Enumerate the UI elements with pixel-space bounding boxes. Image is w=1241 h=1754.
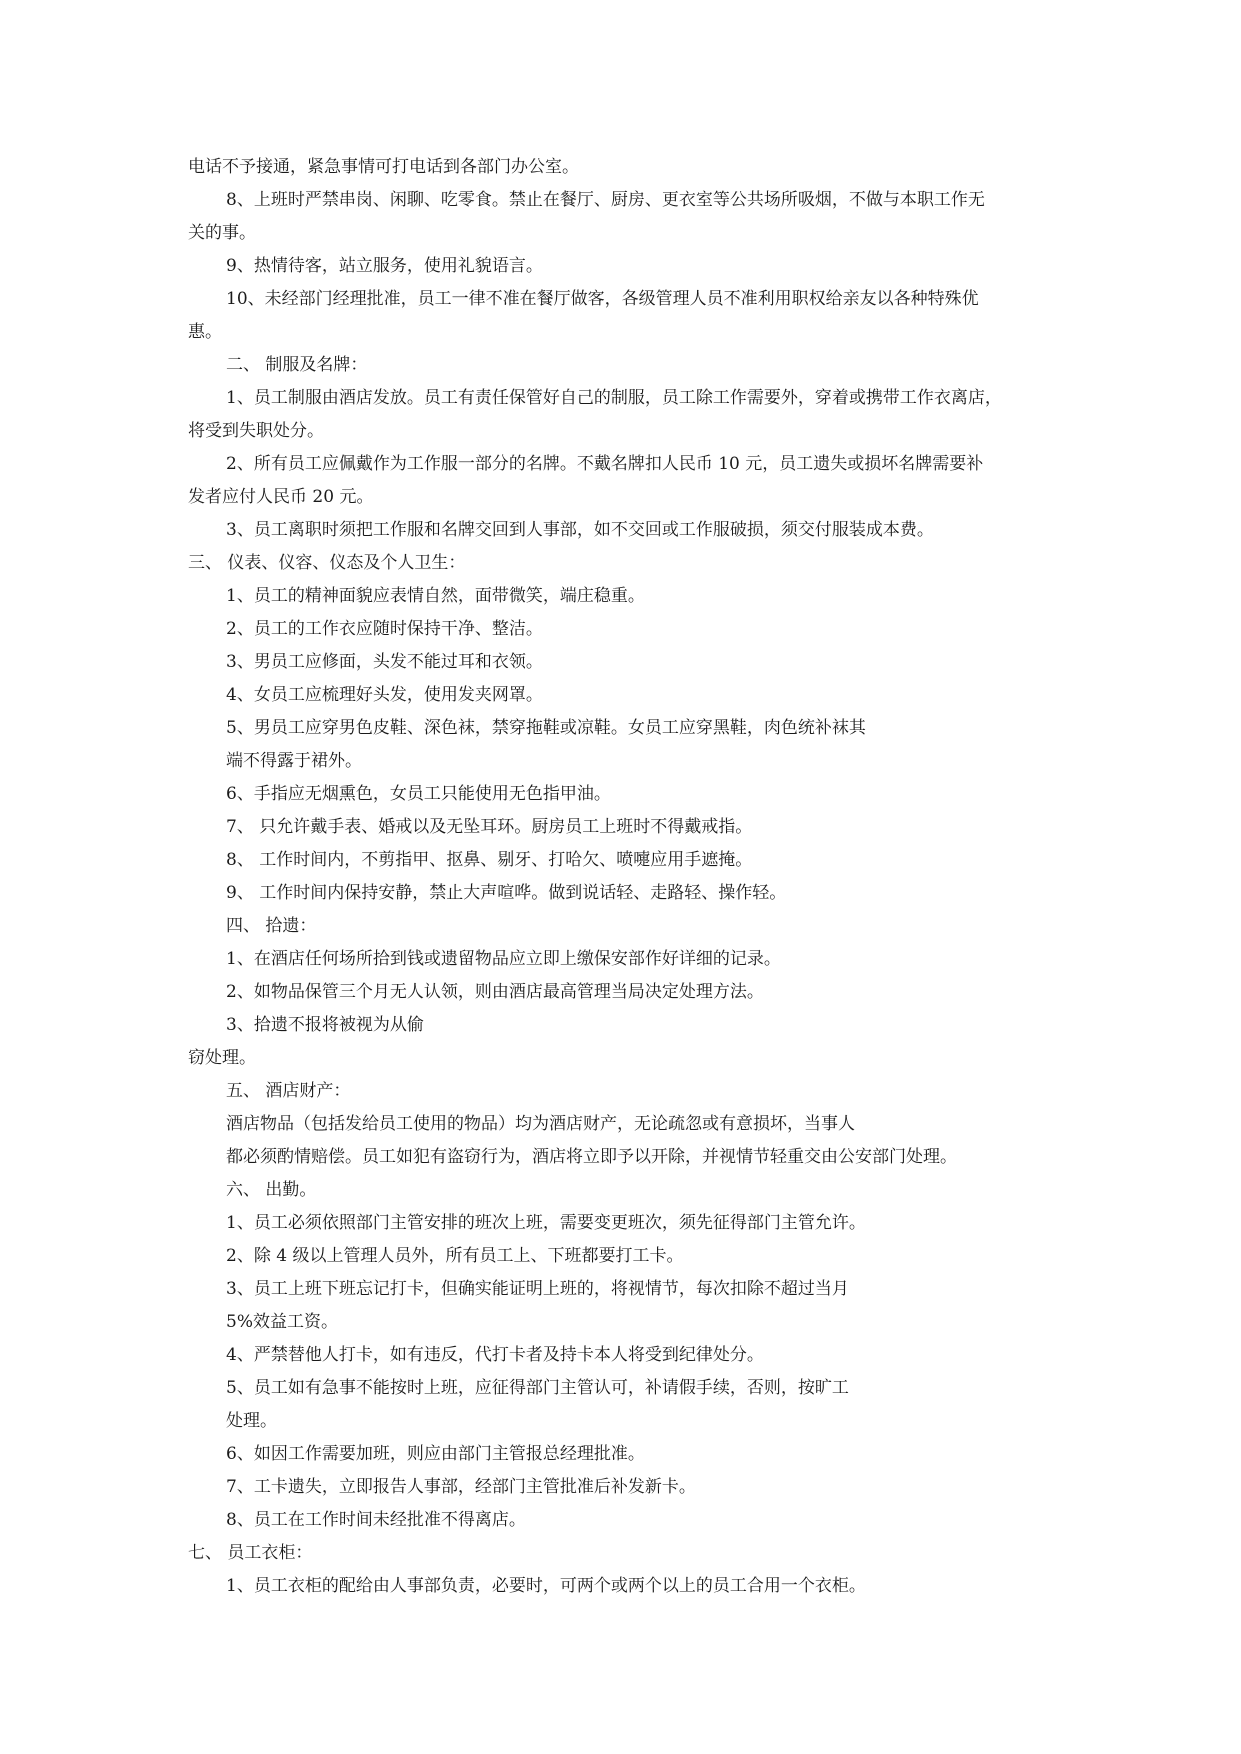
text-line: 2、员工的工作衣应随时保持干净、整洁。 — [226, 619, 543, 639]
section-heading: 六、 出勤。 — [226, 1180, 317, 1200]
text-line: 发者应付人民币 20 元。 — [188, 487, 374, 507]
text-line: 7、 只允许戴手表、婚戒以及无坠耳环。厨房员工上班时不得戴戒指。 — [226, 817, 753, 837]
text-line: 9、 工作时间内保持安静，禁止大声喧哗。做到说话轻、走路轻、操作轻。 — [226, 883, 787, 903]
section-heading: 五、 酒店财产： — [226, 1081, 351, 1101]
text-line: 3、男员工应修面，头发不能过耳和衣领。 — [226, 652, 543, 672]
text-line: 1、员工衣柜的配给由人事部负责，必要时，可两个或两个以上的员工合用一个衣柜。 — [226, 1576, 866, 1596]
text-line: 2、除 4 级以上管理人员外，所有员工上、下班都要打工卡。 — [226, 1246, 684, 1266]
text-line: 电话不予接通，紧急事情可打电话到各部门办公室。 — [188, 157, 579, 177]
text-line: 6、如因工作需要加班，则应由部门主管报总经理批准。 — [226, 1444, 645, 1464]
section-heading: 三、 仪表、仪容、仪态及个人卫生： — [188, 553, 466, 573]
text-line: 惠。 — [188, 322, 222, 342]
text-line: 8、上班时严禁串岗、闲聊、吃零食。禁止在餐厅、厨房、更衣室等公共场所吸烟，不做与本职工作无 — [226, 190, 985, 210]
text-line: 2、所有员工应佩戴作为工作服一部分的名牌。不戴名牌扣人民币 10 元，员工遗失或损坏名牌需要补 — [226, 454, 984, 474]
text-line: 8、 工作时间内，不剪指甲、抠鼻、剔牙、打哈欠、喷嚏应用手遮掩。 — [226, 850, 753, 870]
text-line: 1、在酒店任何场所拾到钱或遗留物品应立即上缴保安部作好详细的记录。 — [226, 949, 781, 969]
section-heading: 二、 制服及名牌： — [226, 355, 368, 375]
text-line: 5、员工如有急事不能按时上班，应征得部门主管认可，补请假手续，否则，按旷工 — [226, 1378, 849, 1398]
text-line: 1、员工的精神面貌应表情自然，面带微笑，端庄稳重。 — [226, 586, 645, 606]
text-line: 1、员工必须依照部门主管安排的班次上班，需要变更班次，须先征得部门主管允许。 — [226, 1213, 866, 1233]
text-line: 处理。 — [226, 1411, 277, 1431]
text-line: 窃处理。 — [188, 1048, 256, 1068]
text-line: 关的事。 — [188, 223, 256, 243]
text-line: 酒店物品（包括发给员工使用的物品）均为酒店财产，无论疏忽或有意损坏，当事人 — [226, 1114, 855, 1134]
text-line: 将受到失职处分。 — [188, 421, 324, 441]
text-line: 8、员工在工作时间未经批准不得离店。 — [226, 1510, 526, 1530]
section-heading: 七、 员工衣柜： — [188, 1543, 313, 1563]
text-line: 3、拾遗不报将被视为从偷 — [226, 1015, 424, 1035]
text-line: 4、女员工应梳理好头发，使用发夹网罩。 — [226, 685, 543, 705]
section-heading: 四、 拾遗： — [226, 916, 317, 936]
text-line: 7、工卡遗失，立即报告人事部，经部门主管批准后补发新卡。 — [226, 1477, 696, 1497]
text-line: 9、热情待客，站立服务，使用礼貌语言。 — [226, 256, 543, 276]
text-line: 5%效益工资。 — [226, 1312, 338, 1332]
text-line: 1、员工制服由酒店发放。员工有责任保管好自己的制服，员工除工作需要外，穿着或携带工作衣离店， — [226, 388, 1002, 408]
text-line: 10、未经部门经理批准，员工一律不准在餐厅做客，各级管理人员不准利用职权给亲友以各种特殊优 — [226, 289, 979, 309]
text-line: 6、手指应无烟熏色，女员工只能使用无色指甲油。 — [226, 784, 611, 804]
text-line: 都必须酌情赔偿。员工如犯有盗窃行为，酒店将立即予以开除，并视情节轻重交由公安部门处理。 — [226, 1147, 957, 1167]
text-line: 3、员工离职时须把工作服和名牌交回到人事部，如不交回或工作服破损，须交付服装成本费。 — [226, 520, 934, 540]
text-line: 5、男员工应穿男色皮鞋、深色袜，禁穿拖鞋或凉鞋。女员工应穿黑鞋，肉色统补袜其 — [226, 718, 866, 738]
text-line: 端不得露于裙外。 — [226, 751, 362, 771]
text-line: 4、严禁替他人打卡，如有违反，代打卡者及持卡本人将受到纪律处分。 — [226, 1345, 764, 1365]
text-line: 3、员工上班下班忘记打卡，但确实能证明上班的，将视情节，每次扣除不超过当月 — [226, 1279, 849, 1299]
text-line: 2、如物品保管三个月无人认领，则由酒店最高管理当局决定处理方法。 — [226, 982, 764, 1002]
